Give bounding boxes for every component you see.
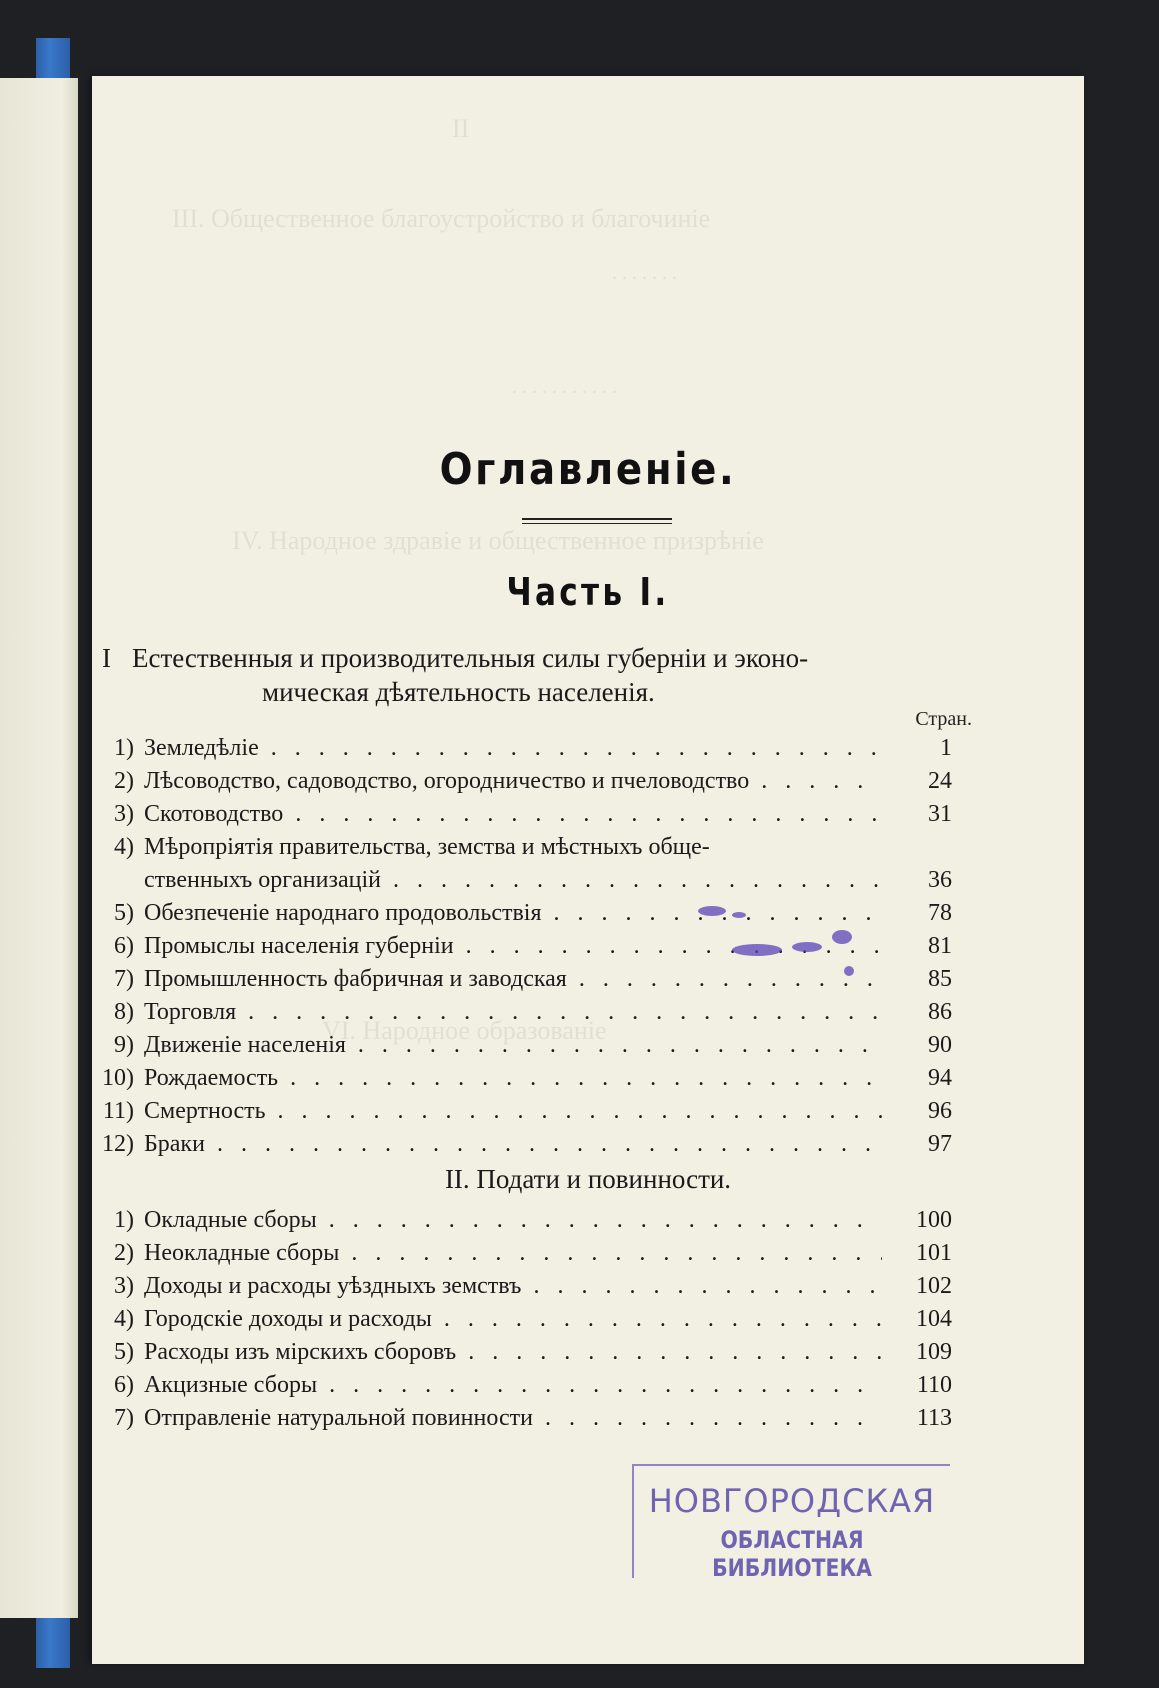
- ink-smudge: [698, 906, 726, 916]
- section-heading-line-2: мическая дѣятельность населенія.: [262, 677, 655, 707]
- toc-entry: 4) Городскіе доходы и расходы . . . 104: [92, 1303, 952, 1336]
- title-rule: [522, 518, 672, 524]
- page-column-label: Стран.: [915, 708, 972, 730]
- toc-entry: 10) Рождаемость . . . 94: [92, 1062, 952, 1095]
- stamp-line-2: ОБЛАСТНАЯ БИБЛИОТЕКА: [712, 1526, 872, 1582]
- toc-entry: 8) Торговля . . . 86: [92, 996, 952, 1029]
- section-heading: [102, 641, 962, 709]
- ink-smudge: [844, 966, 854, 976]
- toc-entry: 5) Расходы изъ мірскихъ сборовъ . . . 109: [92, 1336, 952, 1369]
- ink-smudge: [792, 942, 822, 952]
- section-2-heading: II. Подати и повинности.: [444, 1164, 732, 1194]
- toc-list-section-1: [92, 732, 952, 1161]
- toc-entry: 1) Земледѣліе . . . 1: [92, 732, 952, 765]
- toc-entry: 6) Акцизные сборы . . . 110: [92, 1369, 952, 1402]
- bleed-through-text: II III. Общественное благоустройство и благочиніе . . . . . . . . . . . . . . . . . . IV. Народное здравіе и общественное призрѣніе VI. Народное образованіе: [172, 114, 764, 1045]
- toc-entry: 1) Окладные сборы . . . 100: [92, 1204, 952, 1237]
- ink-smudge: [732, 944, 782, 956]
- toc-entry: 5) Обезпеченіе народнаго продовольствія . . . 78: [92, 897, 952, 930]
- toc-list-section-2: [92, 1204, 952, 1435]
- ink-smudge: [832, 930, 852, 944]
- page-title: Оглавленіе.: [439, 444, 737, 495]
- section-number: I: [102, 643, 111, 673]
- toc-entry: 12) Браки . . . 97: [92, 1128, 952, 1161]
- toc-entry: 4) Мѣропріятія правительства, земства и мѣстныхъ обще-: [114, 834, 710, 860]
- library-stamp: [632, 1464, 950, 1582]
- toc-entry: 7) Промышленность фабричная и заводская . . . 85: [92, 963, 952, 996]
- part-title: Часть I.: [506, 570, 670, 614]
- ink-smudge: [732, 912, 746, 918]
- toc-entry: 9) Движеніе населенія . . . 90: [92, 1029, 952, 1062]
- stamp-line-1: НОВГОРОДСКАЯ: [648, 1482, 936, 1520]
- toc-entry: 6) Промыслы населенія губерніи . . . 81: [92, 930, 952, 963]
- toc-entry-continuation: ственныхъ организацій . . . 36: [92, 864, 952, 897]
- toc-entry: 2) Лѣсоводство, садоводство, огородничество и пчеловодство . . . 24: [92, 765, 952, 798]
- toc-entry: 3) Доходы и расходы уѣздныхъ земствъ . . . 102: [92, 1270, 952, 1303]
- toc-entry: 2) Неокладные сборы . . . 101: [92, 1237, 952, 1270]
- book-page: [92, 76, 1084, 1664]
- section-heading-line-1: Естественныя и производительныя силы губерніи и эконо-: [132, 643, 809, 673]
- toc-entry: 7) Отправленіе натуральной повинности . . . 113: [92, 1402, 952, 1435]
- left-page-edge: [0, 78, 78, 1618]
- toc-entry: 11) Смертность . . . 96: [92, 1095, 952, 1128]
- toc-entry: 3) Скотоводство . . . 31: [92, 798, 952, 831]
